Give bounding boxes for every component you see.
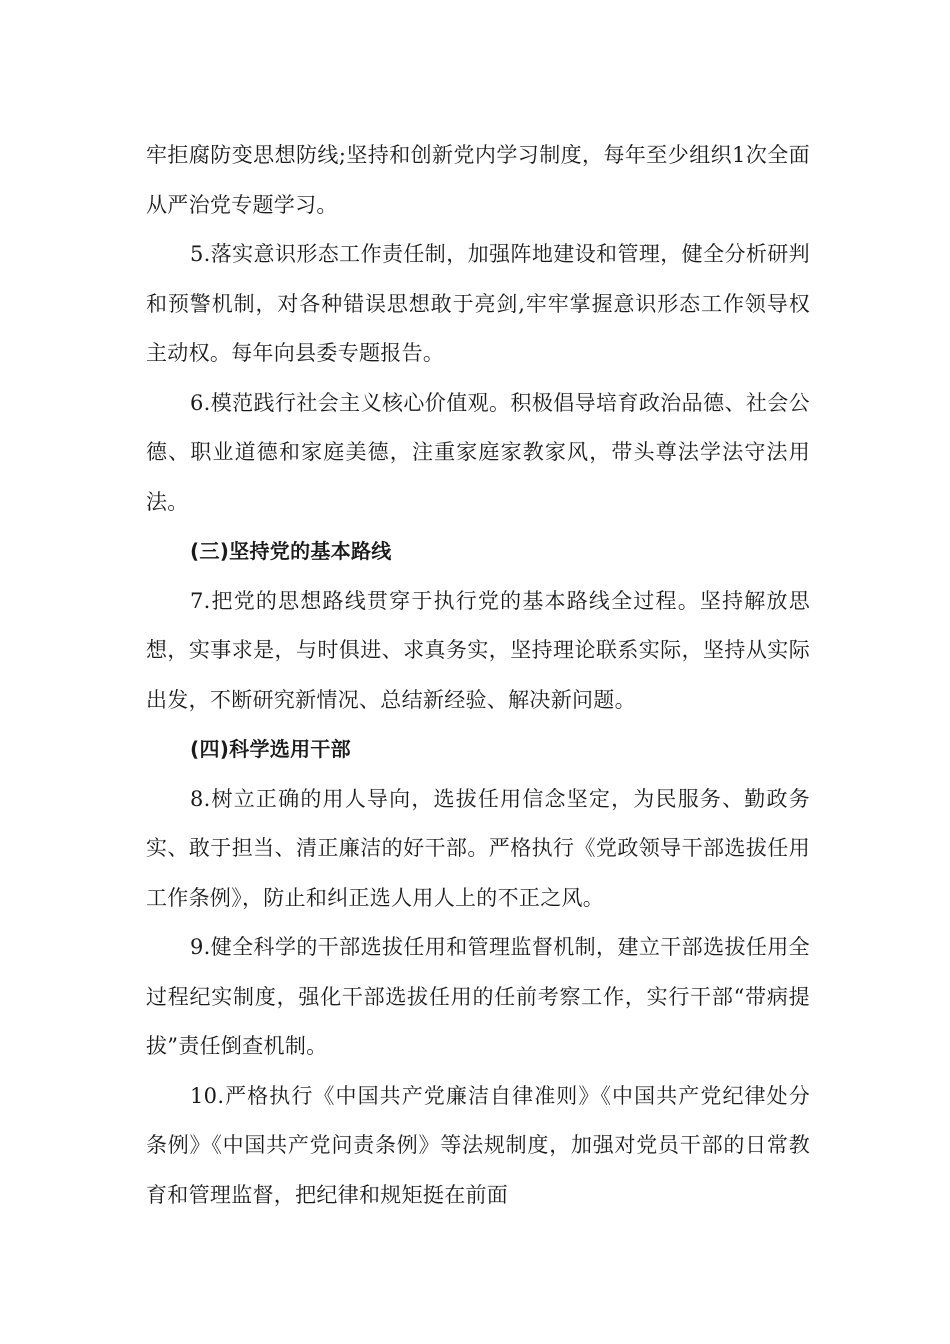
paragraph-item-9: 9.健全科学的干部选拔任用和管理监督机制，建立干部选拔任用全过程纪实制度，强化干部选拔任用的任前考察工作，实行干部“带病提拔”责任倒查机制。 — [146, 935, 810, 1058]
paragraph-continuation: 牢拒腐防变思想防线;坚持和创新党内学习制度，每年至少组织1次全面从严治党专题学习。 — [146, 143, 810, 217]
paragraph-item-8: 8.树立正确的用人导向，选拔任用信念坚定，为民服务、勤政务实、敢于担当、清正廉洁的好干部。严格执行《党政领导干部选拔任用工作条例》，防止和纠正选人用人上的不正之风。 — [146, 786, 810, 910]
section-heading-4: (四)科学选用干部 — [190, 737, 351, 761]
paragraph-item-6: 6.模范践行社会主义核心价值观。积极倡导培育政治品德、社会公德、职业道德和家庭美德，注重家庭家教家风，带头尊法学法守法用法。 — [146, 390, 810, 514]
section-heading-3: (三)坚持党的基本路线 — [190, 539, 392, 563]
paragraph-item-5: 5.落实意识形态工作责任制，加强阵地建设和管理，健全分析研判和预警机制，对各种错误思想敢于亮剑,牢牢掌握意识形态工作领导权主动权。每年向县委专题报告。 — [146, 242, 810, 365]
document-body — [146, 131, 810, 1220]
paragraph-item-10: 10.严格执行《中国共产党廉洁自律准则》《中国共产党纪律处分条例》《中国共产党问责条例》等法规制度，加强对党员干部的日常教育和管理监督，把纪律和规矩挺在前面 — [146, 1083, 810, 1207]
paragraph-item-7: 7.把党的思想路线贯穿于执行党的基本路线全过程。坚持解放思想，实事求是，与时俱进、求真务实，坚持理论联系实际，坚持从实际出发，不断研究新情况、总结新经验、解决新问题。 — [146, 588, 810, 712]
